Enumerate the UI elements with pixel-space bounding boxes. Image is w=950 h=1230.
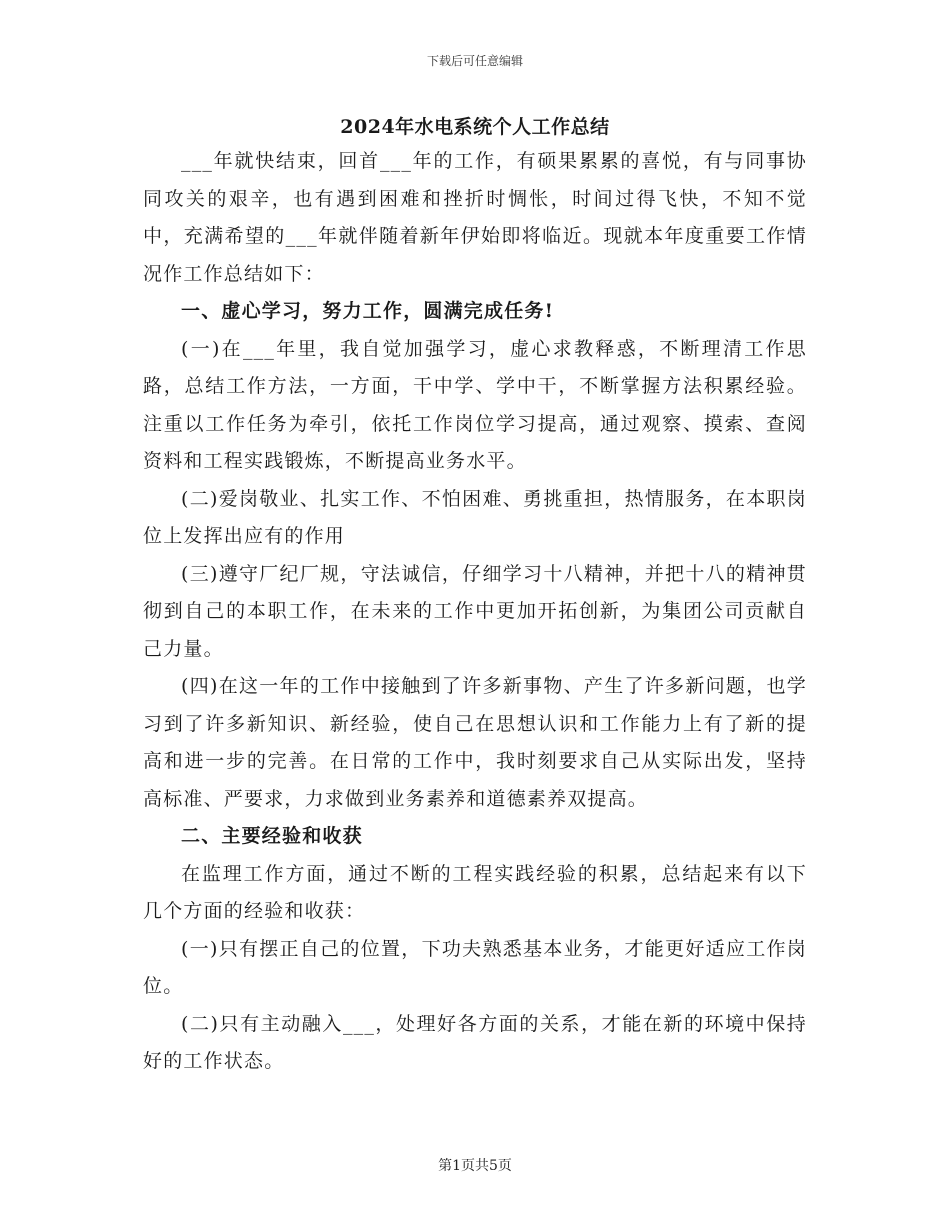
intro-paragraph: ___年就快结束，回首___年的工作，有硕果累累的喜悦，有与同事协同攻关的艰辛，也有遇到困难和挫折时惆怅，时间过得飞快，不知不觉中，充满希望的___年就伴随着新年伊始即将临近。现就本年度重要工作情况作工作总结如下： [143,150,807,285]
paragraph-1-3: (三)遵守厂纪厂规，守法诚信，仔细学习十八精神，并把十八的精神贯彻到自己的本职工作，在未来的工作中更加开拓创新，为集团公司贡献自己力量。 [143,562,807,660]
paragraph-2-1: (一)只有摆正自己的位置，下功夫熟悉基本业务，才能更好适应工作岗位。 [143,937,807,997]
header-note: 下载后可任意编辑 [426,54,523,68]
paragraph-2-intro: 在监理工作方面，通过不断的工程实践经验的积累，总结起来有以下几个方面的经验和收获： [143,862,807,922]
paragraph-1-2: (二)爱岗敬业、扎实工作、不怕困难、勇挑重担，热情服务，在本职岗位上发挥出应有的作用 [143,487,807,547]
document-title: 2024年水电系统个人工作总结 [340,116,610,138]
page-number: 第1页共5页 [438,1158,512,1174]
paragraph-1-1: (一)在___年里，我自觉加强学习，虚心求教释惑，不断理清工作思路，总结工作方法，一方面，干中学、学中干，不断掌握方法积累经验。注重以工作任务为牵引，依托工作岗位学习提高，通过观察、摸索、查阅资料和工程实践锻炼，不断提高业务水平。 [143,337,807,472]
paragraph-1-4: (四)在这一年的工作中接触到了许多新事物、产生了许多新问题，也学习到了许多新知识、新经验，使自己在思想认识和工作能力上有了新的提高和进一步的完善。在日常的工作中，我时刻要求自己从实际出发，坚持高标准、严要求，力求做到业务素养和道德素养双提高。 [143,675,807,810]
paragraph-2-2: (二)只有主动融入___，处理好各方面的关系，才能在新的环境中保持好的工作状态。 [143,1012,807,1072]
section-heading-2: 二、主要经验和收获 [181,825,363,847]
section-heading-1: 一、虚心学习，努力工作，圆满完成任务! [181,300,555,322]
document-body [143,143,807,1081]
